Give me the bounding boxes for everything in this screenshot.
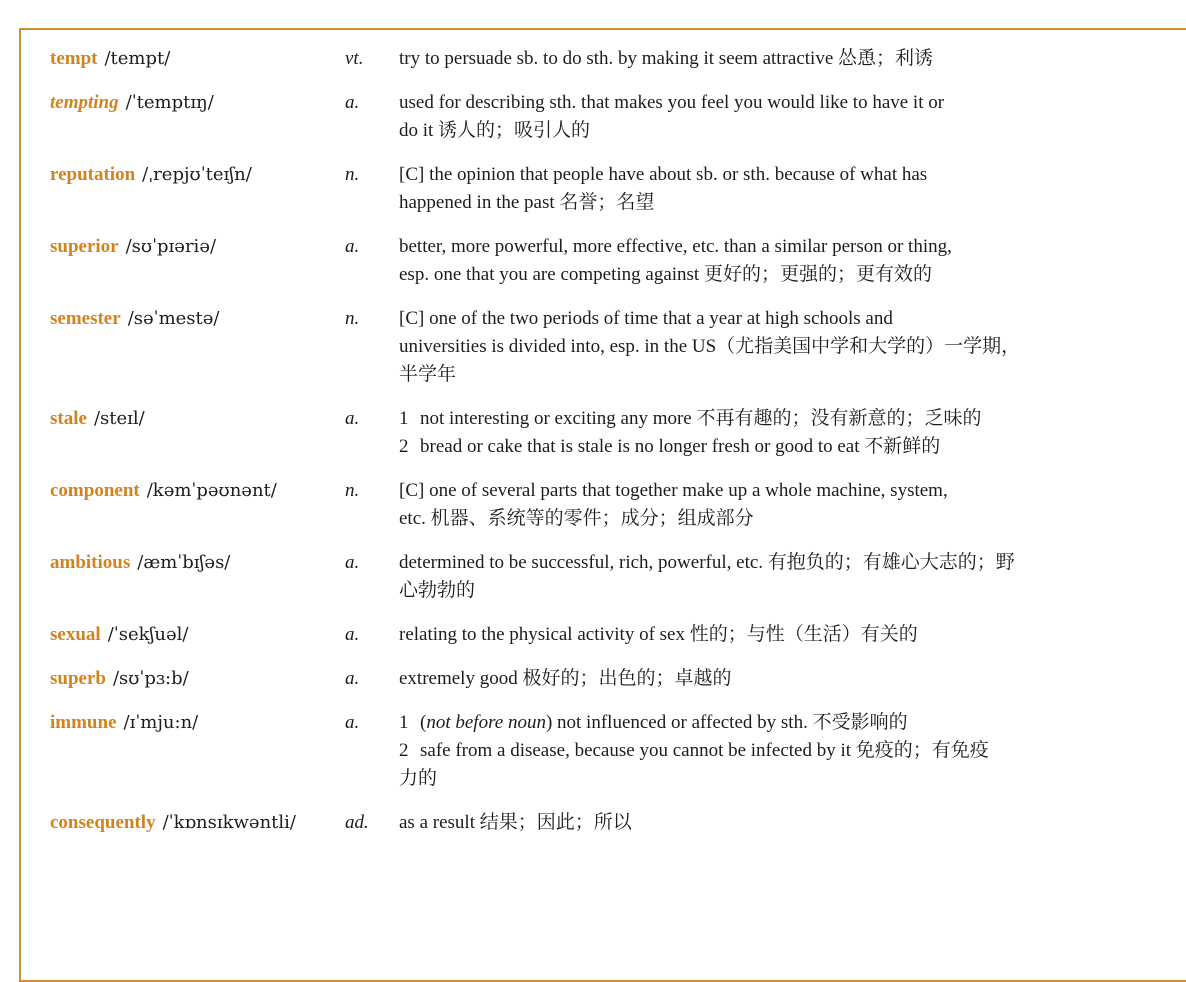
definition-line [399,361,1136,389]
headword: superb [50,668,106,689]
vocab-entry [50,709,1136,793]
definition-text: ) not influenced or affected by sth. 不受影响的 [545,712,908,733]
vocab-entry [50,89,1136,145]
part-of-speech: a. [345,552,360,573]
phonetic: /kəmˈpəʊnənt/ [146,480,277,501]
definition [399,709,1136,793]
part-of-speech: n. [345,308,360,329]
definition-line [399,233,1136,261]
vocabulary-list [50,45,1136,837]
definition-line [399,549,1136,577]
definition-line [399,45,1136,73]
headword: consequently [50,812,156,833]
vocab-entry [50,233,1136,289]
vocab-entry [50,809,1136,837]
sense-number: 1 [399,408,409,429]
definition [399,665,1136,693]
entry-head [50,45,345,73]
definition-text: bread or cake that is stale is no longer fresh or good to eat 不新鲜的 [420,436,941,457]
definition-text: do it 诱人的；吸引人的 [399,120,591,141]
phonetic: /ˌrepjʊˈteɪʃn/ [142,164,252,185]
definition-text: 心勃勃的 [399,580,476,601]
definition-line [399,189,1136,217]
phonetic: /ɪˈmju:n/ [123,712,199,733]
definition-text: [C] one of several parts that together make up a whole machine, system, [399,480,948,501]
definition-text: esp. one that you are competing against 更好的；更强的；更有效的 [399,264,932,285]
definition [399,405,1136,461]
entry-head [50,477,345,505]
definition-line [399,117,1136,145]
phonetic: /æmˈbɪʃəs/ [137,552,231,573]
definition-line [399,305,1136,333]
definition-text: safe from a disease, because you cannot be infected by it 免疫的；有免疫 [420,740,989,761]
sense-number: 1 [399,712,409,733]
phonetic: /ˈtemptɪŋ/ [125,92,214,113]
part-of-speech: n. [345,164,360,185]
part-of-speech: n. [345,480,360,501]
entry-head [50,549,345,577]
sense-number: 2 [399,436,409,457]
definition-line [399,405,1136,433]
phonetic: /ˈsekʃuəl/ [107,624,189,645]
definition-text: happened in the past 名誉；名望 [399,192,655,213]
definition [399,621,1136,649]
phonetic: /sʊˈpɪəriə/ [125,236,217,257]
entry-head [50,305,345,333]
phonetic: /ˈkɒnsɪkwəntli/ [162,812,296,833]
definition-line [399,665,1136,693]
definition [399,161,1136,217]
part-of-speech: a. [345,668,360,689]
vocab-entry [50,477,1136,533]
definition-text: extremely good 极好的；出色的；卓越的 [399,668,732,689]
definition-text: [C] the opinion that people have about sb. or sth. because of what has [399,164,928,185]
definition-text: ( [420,712,427,733]
sense-number: 2 [399,740,409,761]
definition-text: not before noun [426,712,546,733]
definition-text: relating to the physical activity of sex 性的；与性（生活）有关的 [399,624,918,645]
definition-line [399,737,1136,765]
definition-line [399,89,1136,117]
definition-text: etc. 机器、系统等的零件；成分；组成部分 [399,508,754,529]
definition-text: universities is divided into, esp. in the US（尤指美国中学和大学的）一学期， [399,336,1021,357]
entry-head [50,405,345,433]
part-of-speech: a. [345,712,360,733]
definition-line [399,809,1136,837]
definition-text: better, more powerful, more effective, etc. than a similar person or thing, [399,236,952,257]
entry-head [50,709,345,737]
definition-line [399,333,1136,361]
definition [399,45,1136,73]
entry-head [50,665,345,693]
phonetic: /səˈmestə/ [127,308,220,329]
vocab-entry [50,405,1136,461]
definition-text: try to persuade sb. to do sth. by making it seem attractive 怂恿；利诱 [399,48,934,69]
definition-line [399,621,1136,649]
phonetic: /steɪl/ [93,408,145,429]
part-of-speech: ad. [345,812,369,833]
definition-line [399,161,1136,189]
headword: reputation [50,164,136,185]
definition-text: as a result 结果；因此；所以 [399,812,632,833]
definition-line [399,477,1136,505]
definition-text: 半学年 [399,364,457,385]
vocab-entry [50,621,1136,649]
headword: superior [50,236,119,257]
phonetic: /sʊˈpɜ:b/ [112,668,189,689]
definition-line [399,709,1136,737]
definition-text: 力的 [399,768,438,789]
definition [399,477,1136,533]
entry-head [50,809,345,837]
headword: tempt [50,48,98,69]
part-of-speech: vt. [345,48,364,69]
headword: component [50,480,140,501]
headword: immune [50,712,117,733]
part-of-speech: a. [345,408,360,429]
definition-text: used for describing sth. that makes you feel you would like to have it or [399,92,945,113]
definition [399,809,1136,837]
part-of-speech: a. [345,624,360,645]
headword: tempting [50,92,119,113]
entry-head [50,621,345,649]
entry-head [50,233,345,261]
definition-line [399,261,1136,289]
phonetic: /tempt/ [104,48,171,69]
vocab-entry [50,161,1136,217]
vocab-entry [50,665,1136,693]
headword: ambitious [50,552,131,573]
definition [399,89,1136,145]
entry-head [50,161,345,189]
definition-line [399,577,1136,605]
part-of-speech: a. [345,236,360,257]
headword: stale [50,408,87,429]
definition-text: [C] one of the two periods of time that a year at high schools and [399,308,893,329]
vocab-entry [50,549,1136,605]
vocab-entry [50,45,1136,73]
definition-text: not interesting or exciting any more 不再有趣的；没有新意的；乏味的 [420,408,982,429]
part-of-speech: a. [345,92,360,113]
definition-line [399,433,1136,461]
headword: sexual [50,624,101,645]
definition-line [399,505,1136,533]
definition-line [399,765,1136,793]
entry-head [50,89,345,117]
definition [399,233,1136,289]
vocab-entry [50,305,1136,389]
definition [399,305,1136,389]
definition-text: determined to be successful, rich, powerful, etc. 有抱负的；有雄心大志的；野 [399,552,1015,573]
headword: semester [50,308,121,329]
definition [399,549,1136,605]
